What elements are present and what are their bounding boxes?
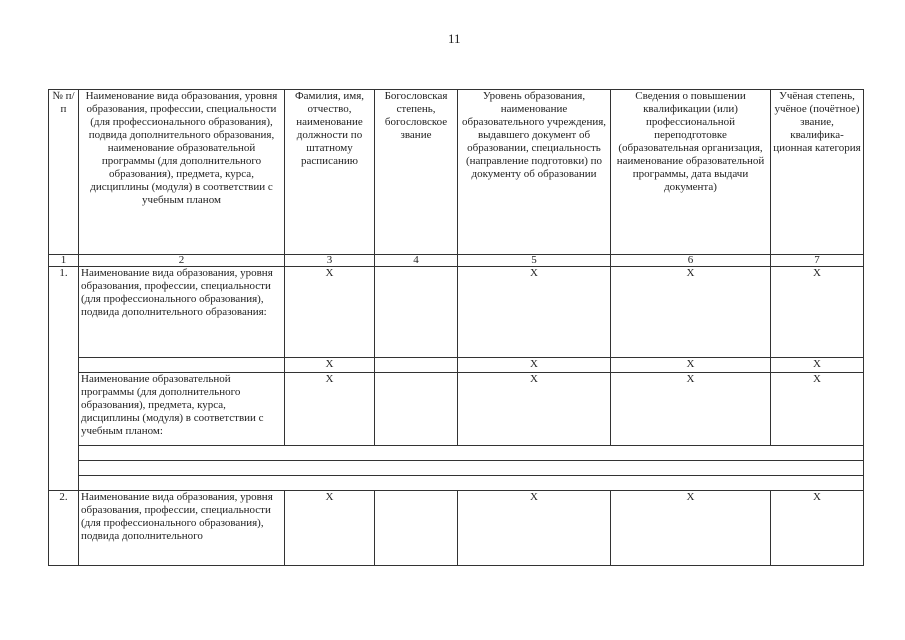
- empty-cell: [79, 358, 285, 373]
- mark-cell: X: [771, 358, 864, 373]
- row-number: 2.: [49, 491, 79, 566]
- table-row: [49, 476, 864, 491]
- header-col-5: Уровень образования, наименование образовательного учреждения, выдавшего документ об образовании, специальность (направление подготовки) по документу об образовании: [458, 90, 611, 255]
- empty-row-cell: [79, 476, 864, 491]
- table-row: [49, 373, 864, 446]
- mark-cell: X: [285, 358, 375, 373]
- mark-cell: X: [611, 267, 771, 358]
- empty-cell: [375, 358, 458, 373]
- col-number: 5: [458, 255, 611, 267]
- header-col-3: Фамилия, имя, отчество, наименование должности по штатному расписанию: [285, 90, 375, 255]
- table-row: [49, 267, 864, 358]
- section-label: Наименование вида образования, уровня образования, профессии, специальности (для профессионального образования), подвида дополнительного: [79, 491, 285, 566]
- col-number: 2: [79, 255, 285, 267]
- mark-cell: X: [285, 491, 375, 566]
- empty-cell: [375, 267, 458, 358]
- mark-cell: X: [458, 358, 611, 373]
- header-col-1: № п/п: [49, 90, 79, 255]
- header-col-4: Богословская степень, богословское звание: [375, 90, 458, 255]
- mark-cell: X: [611, 491, 771, 566]
- table-row: [49, 461, 864, 476]
- mark-cell: X: [285, 267, 375, 358]
- empty-cell: [49, 373, 79, 446]
- section-label: Наименование вида образования, уровня образования, профессии, специальности (для профессионального образования), подвида дополнительного образования:: [79, 267, 285, 358]
- program-label: Наименование образовательной программы (для дополнительного образования), предмета, курса, дисциплины (модуля) в соответствии с учебным планом:: [79, 373, 285, 446]
- mark-cell: X: [771, 491, 864, 566]
- col-number: 4: [375, 255, 458, 267]
- mark-cell: X: [458, 373, 611, 446]
- header-row: [49, 90, 864, 255]
- mark-cell: X: [458, 267, 611, 358]
- mark-cell: X: [611, 373, 771, 446]
- header-col-2: Наименование вида образования, уровня образования, профессии, специальности (для профессионального образования), подвида дополнительного образования, наименование образовательной программы (для дополнительного образования), предмета, курса, дисциплины (модуля) в соответствии с учебным планом: [79, 90, 285, 255]
- empty-cell: [49, 446, 79, 461]
- staff-table: [48, 89, 864, 566]
- page-number: 11: [448, 31, 461, 46]
- empty-cell: [375, 373, 458, 446]
- header-col-7: Учёная степень, учёное (почётное) звание, квалифика-ционная категория: [771, 90, 864, 255]
- empty-cell: [49, 358, 79, 373]
- mark-cell: X: [458, 491, 611, 566]
- col-number: 3: [285, 255, 375, 267]
- table-row: [49, 446, 864, 461]
- table-row: [49, 491, 864, 566]
- table-row: [49, 358, 864, 373]
- col-number: 7: [771, 255, 864, 267]
- col-number: 6: [611, 255, 771, 267]
- empty-row-cell: [79, 446, 864, 461]
- column-number-row: [49, 255, 864, 267]
- header-col-6: Сведения о повышении квалификации (или) профессиональной переподготовке (образовательная организация, наименование образовательной программы, дата выдачи документа): [611, 90, 771, 255]
- empty-row-cell: [79, 461, 864, 476]
- mark-cell: X: [285, 373, 375, 446]
- empty-cell: [49, 476, 79, 491]
- col-number: 1: [49, 255, 79, 267]
- mark-cell: X: [611, 358, 771, 373]
- empty-cell: [375, 491, 458, 566]
- row-number: 1.: [49, 267, 79, 358]
- mark-cell: X: [771, 267, 864, 358]
- empty-cell: [49, 461, 79, 476]
- mark-cell: X: [771, 373, 864, 446]
